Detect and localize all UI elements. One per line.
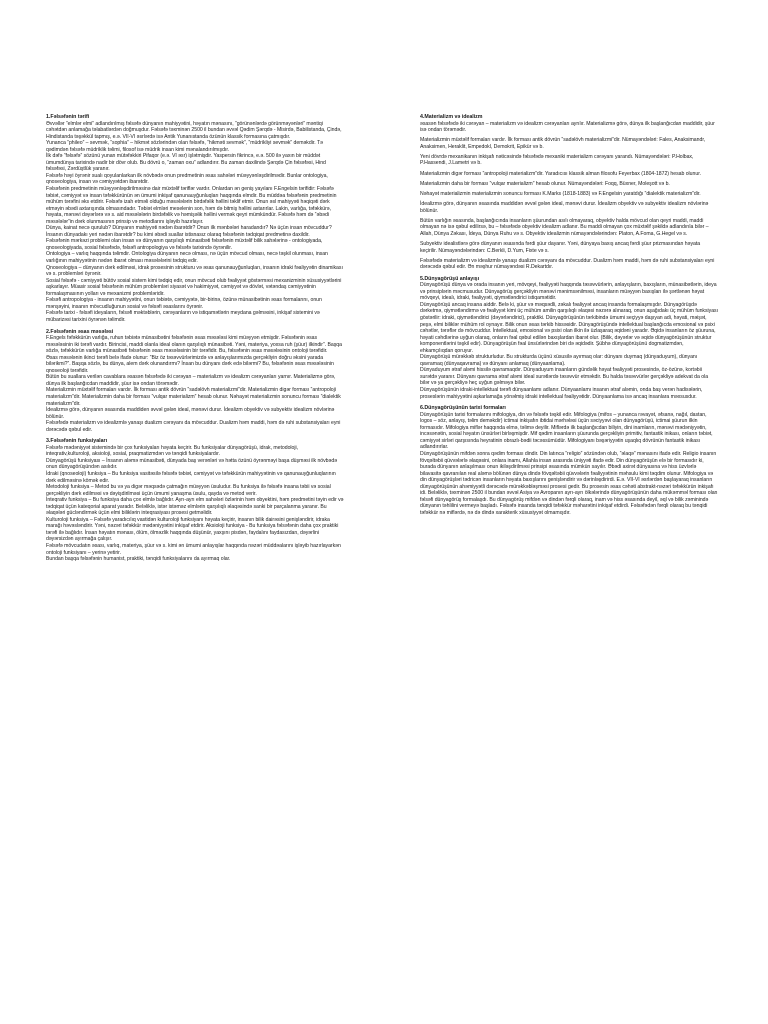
paragraph: Metodoloji funksiya – Metod bu və ya digər məqsədə çatmağın müəyyən üsuludur. Bu funksiya ilə fəlsəfə insana təbii və sosial gerçəkliyin dərk edilməsi və dəyişdirilməsi üçün ümumi yanaşma üsulu, qayda və metod verir. [46,484,331,497]
paragraph: Dünyagörüşünün idraki-intellektual tərəfi dünyaanlamı adlanır. Dünyaanlamı insanın ətraf aləmin, onda baş verən hadisələrin, proseslərin mahiyyətini aşkarlamağa yönəlmiş idraki intellektual fəaliyyətidir. Dünyaanlama isə ancaq insanlara məxsusdur. [420,387,703,400]
paragraph: Fəlsəfə həyi öyrənir sualı qoyulanlarkan ilk növbədə onun predmetinin əsas sahələri müəyyənləşdirilmədir. Bunlar ontologiya, qnoseologiya, insan və cəmiyyətdən ibarətdir. [46,172,328,186]
paragraph: Dünyagörüşü funksiyası – İnsanın aləmə münasibəti, dünyada baş verənləri və hətta özünü öyrənməyi başa düşməsi ilk növbədə onun dünyagörüşündən asılıdır. [46,457,338,471]
paragraph: Fəlsəfi antropologiya - insanın mahiyyətini, onun təbiətə, cəmiyyətə, bir-birinə, özünə münasibətinin əsas formalarını, onun mənşəyini, insanın mövcudluğunun sosial və fəlsəfi əsaslarını öyrənir. [46,297,322,310]
paragraph: İdealizmə görə, dünyanın əsasında maddidən əvvəl gələn ideal, mənəvi durur. İdealizm obyektiv və subyektiv idealizm növlərinə bölünür. [420,201,709,214]
paragraph: Materializmin müxtəlif formaları vardır. İlk forması antik dövrün “sadəlövh materializmi”dir. Nümayəndələri: Fales, Anaksimandr, Anaksimen, Heraklit, Empedokl, Demokrit, Epikür və b. [420,137,706,150]
section-definition [46,114,344,324]
section-title: 4.Materializm və idealizm [420,114,483,120]
paragraph: Qnoseologiya – dünyanın dərk edilməsi, idrak prosesinin strukturu və əsas qanunauyğunluqları, insanın idraki fəaliyyətin dinamikası və s. problemləri öyrənir. [46,264,343,278]
paragraph: Fəlsəfə tarixi - fəlsəfi ideyaların, fəlsəfi məktəblərin, cərəyanların və istiqamətlərin meydana gəlməsini, inkişaf sistemini və mübarizəsi tarixini öyrənən təlimdir. [46,310,320,323]
left-column [46,114,344,568]
paragraph: Kulturoloji funksiya – Fəlsəfə yaradıcılıq vastidən kulturoloji funksiyanı həyata keçirir, insanın bilik dairəsini genişləndirir, idraka marağı həvəsləndirir. Yəni, nəzəri təfəkkür mədəniyyətini inkişaf etdirir. Aksioloji funksiya - Bu funksiya fəlsəfənin daha çox praktiki tərəfi ilə bağlıdır. İnsan həyatın mənası, ölüm, ölməzlik haqqında düşünür, yaxşını pisdən, faydalını faydasızdan, dəyərlini dəyərsizdən ayırmağa çalışır. [46,516,339,543]
paragraph: Əsas məsələnin ikinci tərəfi belə ifadə olunur: “Biz öz təsəvvürlərimizdə və anlayışlarımızda gerçəkliyin doğru əksini yarada bilərikmi?”. Başqa sözlə, bu dünya, alem dərk olunandırmı? İnsan bu dünyanı dərk edə bilərmi? Bu, fəlsəfənin əsas məsələsinin qnoseoloji tərəfidir. [46,354,334,374]
paragraph: Ontologiya – varlıq haqqında təlimdir. Ontologiya dünyanın necə olması, nə üçün mövcud olması, necə təşkil olunması, insan varlığının mahiyyətinin nədən ibarət olması məsələlərini tədqiq edir. [46,251,328,265]
paragraph: İdraki (qnoseoloji) funksiya – Bu funksiya vasitəsilə fəlsəfə təbiət, cəmiyyət və təfəkkürün mahiyyətinin və qanunauyğunluqlarının dərk edilməsinə kömək edir. [46,470,336,484]
paragraph: Subyektiv idealistlərə görə dünyanın əsasında fərdi şüur dayanır. Yəni, dünyaya baxış ancaq fərdi şüur prizmasından həyata keçirilir. Nümayəndələrindən: C.Berkli, D.Yum, Fixte və s. [420,240,701,254]
paragraph: Materializmin digər forması “antropoloji materializm”dir. Yaradıcısı klassik alman filosofu Feyerbax (1804-1872) hesab olunur. [420,170,702,177]
paragraph: Sosial fəlsəfə - cəmiyyəti bütöv sosial sistem kimi tədqiq edir, onun mövcud olub fəaliyyət göstərməsi mexanizminin xüsusiyyətlərini aşkarlayır. Müasir sosial fəlsəfənin mühüm problemləri siyasət və hakimiyyət, cəmiyyət və dövlət, vətəndaş cəmiyyətinin formalaşmasının yolları və mexanizmi problemləridir. [46,277,342,297]
paragraph: İdealizmə görə, dünyanın əsasında maddiden əvvəl gələn ideal, mənəvi durur. İdealizm obyektiv və subyektiv idealizm növlərinə bölünür. [46,407,335,420]
paragraph: Dünya, kainat necə qurulub? Dünyanın mahiyyəti nədən ibarətdir? Onun ilk mənbələri haradandır? Nə üçün insan mövcuddur? İnsanın dünyadakı yeri nədən ibarətdir? bu kimi əbədi suallar istisnasız olaraq fəlsəfənin tədqiqat predmetinə daxildir. [46,225,332,238]
paragraph: Dünyagörüşünün mifdən sonra qədim forması dindir. Din latınca “religio” sözündən olub, “əlaqə” mənasını ifadə edir. Religio insanın fövqəltəbii qüvvələrlə əlaqəsini, onlara inamı, Allahla insan arasında üniyyəti ifadə edir. Din dünyagörüşün elə bir formasıdır ki, burada dünyanın anlaşılması onun ikiləşdirilməsi prinsipi əsasında mümkün sayılır. Əbədi axirət dünyasına və hiss üzvlərlə bilavasitə qavranılan real aləmə bölünən dünya dində fövqəltəbii qüvvələrin fəaliyyətinin məhsulu kimi təqdim olunur. Mifologiya və din dünyagörüşləri tədricən insanların həyata baxışlarını genişləndirir və dərinləşdirirdi. E.ə. VII-VI əsrlərdən başlayaraq insanların dünyagörüşünün ahəmiyyətli dərəcədə mürəkkəbləşməsi prosesi gedir. Bu prosesin əsas cəhəti abstrakt-nəzəri təfəkkürün inkişafı idi. Beləliklə, təxminən 2500 il bundan əvvəl Asiya və Avropanın ayrı-ayrı ölkələrində dünyagörüşünün daha mükəmməl forması olan fəlsəfi dünyagörüş formalaşdı. Bu dünyagörüş mifdən və dindən fərqli olaraq, inam və hiss əsasında deyil, əql və bilik zəminində dünyanın təhlilini vermeyə başladı. Fəlsəfə insanda tənqidi təfəkkür məharətini inkişaf etdirdi. Fəlsəfədən fərqli olaraq bu tənqidi təfəkkür nə miflərdə, nə də dində xarakterik xüsusiyyət olmamışdır. [420,450,718,516]
paragraph: Yunanca “phileo” – sevmək, “sophia” – hikmət sözlərindən olan fəlsəfə, “hikməti sevmək”, “müdrikliyi sevmək” deməkdir. Tə qədimdən fəlsəfə müdriklik təlimi, filosof isə müdrik insan kimi mənalandırılmışdır. [46,140,323,153]
paragraph: Fəlsəfənin predmetinin müəyyənləşdirilməsinə dair müxtəlif təriflər vardır. Onlardan ən geniş yayılanı F.Engelsin tərifidir: Fəlsəfə təbiət, cəmiyyət və insan təfəkkürünün ən ümumi inkişaf qanunauyğunluqları haqqında elmdir. Bu müddəa fəlsəfənin predmetinin mühüm tərəfini əks etdirir. Fəlsəfə izah etməli olduğu məsələlərin birdəfəlik həllini təklif etmir. Onun əsl mahiyyəti həqiqəti dərk etməyin əbədi axtarışında olmasındadır. Təbiət elmləri meselenin son, həm də bitmiş həllini axtarırlar. Lakin, varlığa, təfəkkürə, həyata, mənəvi dəyərlərə və s. aid məsələlərin birdəfəlik və həmişəlik həllini vermək qeyri mümkündür. Fəlsəfə həm də “əbədi məsələlər”in dərk olunmasının prinsip və metodlarını işləyib hazırlayır. [46,186,337,225]
paragraph: Bundan başqa fəlsəfənin humanist, praktiki, tənqidi funksiyalarını da ayırmaq olar. [46,556,231,563]
section-main-question [46,329,344,434]
paragraph: Nəhayət materializmin materializmin sonuncu forması K.Marks (1818-1883) və F.Engelsin yaratdığı “dialektik materializm”dir. [420,190,701,197]
paragraph: Bütün varlığın əsasında, başlanğıcında insanların şüurundan asılı olmayaraq, obyektiv halda mövcud olan qeyri maddi, maddi olmayan nə isə qəbul edilirsə, bu – fəlsəfədə obyektiv idealizm adlanır. Bu maddi olmayan çox müxtəlif şəkildə adlandırıla bilər – Allah, Dünya Zəkası, İdeya, Dünya Ruhu və s. Obyektiv idealizmin nümayəndələrindən: Platon, A.Foma, G.Hegel və s. [420,217,709,237]
right-column [420,114,718,521]
paragraph: İnteqrativ funksiya – Bu funksiya daha çox elmlə bağlıdır. Ayrı-ayrı elm sahələri özlərinin həm obyektini, həm predmetini təyin edir və tədqiqat üçün kateqorial aparat yaradır. Beləliklə, istər istəməz elmlərin qarşılıqlı əlaqəsində sanki bir parçalanma yaranır. Bu əlaqələri gücləndirmək üçün elmi biliklərin inteqrasiyası prosesi getməlidir. [46,497,344,517]
paragraph: İlk dəfə “fəlsəfə” sözünü yunan mütəfəkkiri Pifaqor (e.ə. VI əsr) işlətmişdir. Yaspersin fikrincə, e.ə. 500 ilə yaxın bir müddət ümumdünya tarixində nadir bir dövr olub. Bu dövrü o, “zaman oxu” adlandırır. Bu zaman daxilində Şərqdə Çin fəlsəfəsi, Hind fəlsəfəsi, Zərdüştlük yaranır. [46,153,326,173]
section-title: 6.Dünyagörüşünün tarixi formaları [420,405,506,412]
section-functions [46,438,344,562]
paragraph: Materializmin daha bir forması “vulqar materializm” hesab olunur. Nümayəndələri: Foqq, Büxner, Moleşott və b. [420,180,670,187]
paragraph: Əvvəllər “elmlər elmi” adlandırılmış fəlsəfə dünyanın mahiyyətini, həyatın mənasını, “görünənlərdə görünməyənləri” məntiqi cəhətdən anlamağa təlabatlərdən doğmuşdur. Fəlsəfə təxminən 2500 il bundan əvvəl Qədim Şərqdə - Misirdə, Babilistanda, Çində, Hindistanda təşəkkül tapmış, e.ə. VII-VI əsrlərdə isə Antik Yunanıstanda özünün klassik formasına çatmışdır. [46,120,342,140]
section-worldview-forms [420,405,718,516]
paragraph: Bütün bu suallara verilən cavablara əsasən fəlsəfədə iki cərəyan – materializm və idealizm cərəyanları yarnır. Materializmə görə, dünya ilk başlanğıcdan maddidir, şüur isə ondan törəmədir. [46,374,336,387]
section-worldview-concept [420,276,718,400]
paragraph: Fəlsəfə mövcudatın əsası, varlıq, materiya, şüur və s. kimi ən ümumi anlayışlar haqqında nəzəri müddəalarını işləyib hazırlayarkən ontoloji funksiyanı – yerinə yetirir. [46,543,341,556]
section-materialism-idealism [420,114,718,271]
paragraph: Fəlsəfənin mərkəzi problemi olan insan və dünyanın qarşılıqlı münasibəti fəlsəfənin müxtəlif bilik sahələrinə - ontologiyada, qnoseologiyada, sosial fəlsəfədə, fəlsəfi antropologiya və fəlsəfə tarixində öyrənilir. [46,238,323,251]
paragraph: Dünyagörüşü ancaq insana aiddir. Belə ki, şüur və məqsədli, zəkalı fəaliyyət ancaq insanda formalaşmışdır. Dünyagörüşdə dərketmə, qiymətləndirmə və fəaliyyət kimi üç mühüm amilin qarşılıqlı əlaqəsi nəzərə alınaraq, onun aşağıdakı üç mühüm funksiyası göstərilir: idraki, qiymətləndirici (dəyərləndirici), praktiki. Dünyagörüşünün tərkibində ümumi seçiyyə daşıyan adi, həyati, məişət, peşə, elmi biliklər mühüm rol oynayır. Bilik onun əsas tərkib hissəsidir. Dünyagörüşündə intellektual başlanğıcda emosional və psixi cəhətlər, tərəflər də mövcuddur. İntellektual, emosional və psixi olan ilkin ilə üzlaşaraq əqidəni yaradır. Əqidə insanların öz şüuruna, həyati cəhdlərinə uyğun olaraq, onların fəal qəbul edilən baxışlardan ibarət olur. (Bilik, dəyərlər və əqidə dünyagörüşünün struktur komponentlərini təşkil edir). Dünyagörüşün fəal ünsürlərindən biri də əqidədir. Şübhə dünyagörüşünü dogmatizmdən, ehkamçılıqdan qoruyur. [420,301,719,354]
section-title: 5.Dünyagörüşü anlayışı [420,275,480,282]
paragraph: Dünyagörüşü mürəkkəb strukturludur. Bu strukturda üçünü xüsusilə ayırmaq olar: dünyanı duymaq (dünyaduyum), dünyanı qavramaq (dünyaqavrama) və dünyanı anlamaq (dünyaanlama). [420,354,698,367]
paragraph: əsasən fəlsəfədə iki cərəyan – materializm və idealizm cərəyanları ayrılır. Materializmə görə, dünya ilk başlanğıcdan maddidir, şüur isə ondan törəmədir. [420,120,715,134]
paragraph: Fəlsəfədə materializm və idealizmlə yanaşı dualizm cərəyanı da mövcuddur. Dualizm həm maddi, həm də ruhi substansiyaları eyni dərəcədə qəbul edir. [46,420,341,433]
paragraph: Yeni dövrdə mexanikanın inkişafı nəticəsində fəlsəfədə mexaniki materializm cərəyanı yarandı. Nümayəndələri: P.Holbax, P.Hassendi, J.Lametri və b. [420,153,694,167]
paragraph: Dünyagörüşü dünya və orada insanın yeri, mövqeyi, fəaliyyəti haqqında təsəvvürlərin, anlayışların, baxışların, münasibətlərin, ideya və prinsiplərin məcmusudur. Dünyagörüş gerçəkliyin mənəvi mənimsənilməsi, insanların müəyyən baxışları ilə şərtlənən həyat mövqeyi, idealı, idraki, fəaliyyəti, qiymətləndirici istiqamətidir. [420,282,717,302]
section-title: 3.Fəlsəfənin funksiyaları [46,438,108,445]
paragraph: Fəlsəfədə materializm və idealizmlə yanaşı dualizm cərəyanı da mövcuddur. Dualizm həm maddi, həm də ruhi substansiyaları eyni dərəcədə qəbul edir. Ən məşhur nümayəndəsi R.Dekartdır. [420,257,715,271]
section-title: 1.Fəlsəfənin tərifi [46,114,90,120]
paragraph: Dünyagörüşün tarixi formalarını mifologiya, din və fəlsəfə təşkil edir. Mifologiya (mifos – yunanca rəvayət, əfsanə, nağıl, dastan, logos – söz, anlayış, təlim deməkdir) ictimai inkişafın ibtidai mərhələsi üçün səciyyəvi olan dünyagörüşü, ictimai şüurun ilkin formasıdır. Mifologiya miflər haqqında elmə, təlimə deyilir. Miflərdə ilk başlanğıcdan biliyin, dini inamların, mənəvi mədəniyyətin, incəsənətin, sosial həyatın ünsürləri birləşmişdir. Mif qədim insanların şüurunda gerçəkliyin primitiv, fantastik inikası, onların təbiət, cəmiyyət sirləri qarşısında heyratinin obrazlı-bədii təcəssümüdür. Mifologiyanı bəşəriyyətin uşaqlıq dövrünün fantastik inikası adlandırırlar. [420,411,713,451]
paragraph: Fəlsəfə mədəniyyət sistemində bir çox funksiyaları həyata keçirir. Bu funksiyalar dünyagörüşü, idrak, metodoloji, inteqrativ,kulturoloji, aksioloji, sosial, praqmatizmdən və tənqidi funksiyalardır. [46,444,299,458]
paragraph: F.Engels fəfəkkürün varlığa, ruhun təbiətə münasibətini fəlsəfənin əsas məsələsi kimi müəyyən etmişdir. Fəlsəfənin əsas məsələsinin iki tərəfi vardır. Birincisi, maddi olanla ideal olanın qarşılıqlı münasibəti. Yəni, materiya, yoxsa ruh (şüur) ilkindir”. Başqa sözlə, təfəkkürün varlığa münasibəti fəlsəfənin əsas məsələsinin bir tərəfidir. Bu, fəlsəfənin əsas məsələsinin ontoloji tərəfidir. [46,335,342,355]
section-title: 2.Fəlsəfənin əsas məsələsi [46,328,114,335]
paragraph: Materializmin müxtəlif formaları vardır. İlk forması antik dövrün “sadəlövh materializmi”dir. Materializmin digər forması “antropoloji materializm”dir. Materializmin daha bir forması “vulqar materializm” hesab olunur. Nəhayət materializmin sonuncu forması “dialektik materializm”dir. [46,387,341,407]
paragraph: Dünyaduyum ətraf aləmi hissilə qavramaqdır. Dünyaduyum insanların gündəlik həyat fəaliyyəti prosesində, öz-özünə, kortəbii surətdə yaranır. Dünyanı qavrama ətraf aləmi ideal surətlərdə təsəvvür etməkdir. Bu halda təsəvvürlər gerçəkliyə adekvat da ola bilər və ya gerçəkliyə heç uyğun gəlməyə bilər. [420,367,709,387]
